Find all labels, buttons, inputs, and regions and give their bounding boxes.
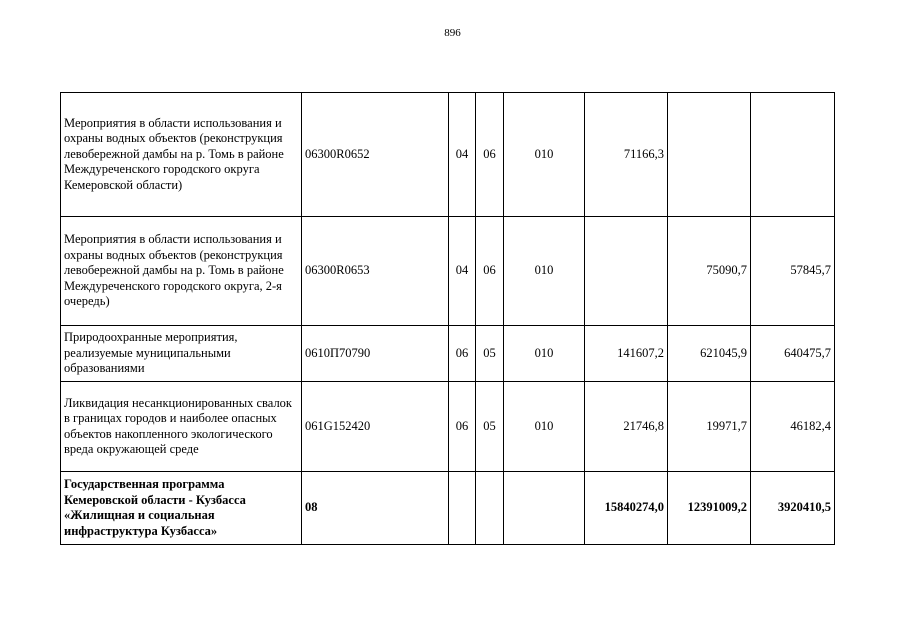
row-year1-cell: 15840274,0 bbox=[585, 472, 668, 545]
row-subsection-cell bbox=[476, 472, 504, 545]
row-year3-cell: 640475,7 bbox=[751, 326, 835, 382]
table-row bbox=[61, 326, 835, 382]
row-year2-cell: 75090,7 bbox=[668, 217, 751, 326]
row-year2-cell: 621045,9 bbox=[668, 326, 751, 382]
row-year1-cell: 141607,2 bbox=[585, 326, 668, 382]
row-section-cell: 04 bbox=[449, 217, 476, 326]
table-row bbox=[61, 93, 835, 217]
row-type-cell: 010 bbox=[504, 93, 585, 217]
row-subsection-cell: 05 bbox=[476, 326, 504, 382]
row-name-cell: Государственная программа Кемеровской области - Кузбасса «Жилищная и социальная инфраструктура Кузбасса» bbox=[61, 472, 302, 545]
row-year2-cell: 19971,7 bbox=[668, 382, 751, 472]
row-type-cell: 010 bbox=[504, 326, 585, 382]
row-code-cell: 06300R0652 bbox=[302, 93, 449, 217]
row-year2-cell bbox=[668, 93, 751, 217]
row-subsection-cell: 06 bbox=[476, 217, 504, 326]
row-section-cell: 04 bbox=[449, 93, 476, 217]
row-year3-cell: 3920410,5 bbox=[751, 472, 835, 545]
row-subsection-cell: 06 bbox=[476, 93, 504, 217]
row-year2-cell: 12391009,2 bbox=[668, 472, 751, 545]
row-year1-cell: 21746,8 bbox=[585, 382, 668, 472]
row-section-cell: 06 bbox=[449, 382, 476, 472]
row-name-cell: Ликвидация несанкционированных свалок в границах городов и наиболее опасных объектов накопленного экологического вреда окружающей среде bbox=[61, 382, 302, 472]
row-code-cell: 061G152420 bbox=[302, 382, 449, 472]
row-code-cell: 08 bbox=[302, 472, 449, 545]
page-number: 896 bbox=[444, 27, 461, 39]
row-code-cell: 0610П70790 bbox=[302, 326, 449, 382]
row-year1-cell bbox=[585, 217, 668, 326]
row-code-cell: 06300R0653 bbox=[302, 217, 449, 326]
row-type-cell: 010 bbox=[504, 217, 585, 326]
budget-table bbox=[60, 92, 835, 545]
row-section-cell bbox=[449, 472, 476, 545]
row-year3-cell: 57845,7 bbox=[751, 217, 835, 326]
row-type-cell: 010 bbox=[504, 382, 585, 472]
row-year1-cell: 71166,3 bbox=[585, 93, 668, 217]
row-section-cell: 06 bbox=[449, 326, 476, 382]
row-name-cell: Мероприятия в области использования и охраны водных объектов (реконструкция левобережной дамбы на р. Томь в районе Междуреченского городского округа Кемеровской области) bbox=[61, 93, 302, 217]
table-row-program-total bbox=[61, 472, 835, 545]
row-subsection-cell: 05 bbox=[476, 382, 504, 472]
row-name-cell: Природоохранные мероприятия, реализуемые муниципальными образованиями bbox=[61, 326, 302, 382]
row-name-cell: Мероприятия в области использования и охраны водных объектов (реконструкция левобережной дамбы на р. Томь в районе Междуреченского городского округа, 2-я очередь) bbox=[61, 217, 302, 326]
row-year3-cell: 46182,4 bbox=[751, 382, 835, 472]
row-year3-cell bbox=[751, 93, 835, 217]
table-row bbox=[61, 217, 835, 326]
row-type-cell bbox=[504, 472, 585, 545]
table-row bbox=[61, 382, 835, 472]
